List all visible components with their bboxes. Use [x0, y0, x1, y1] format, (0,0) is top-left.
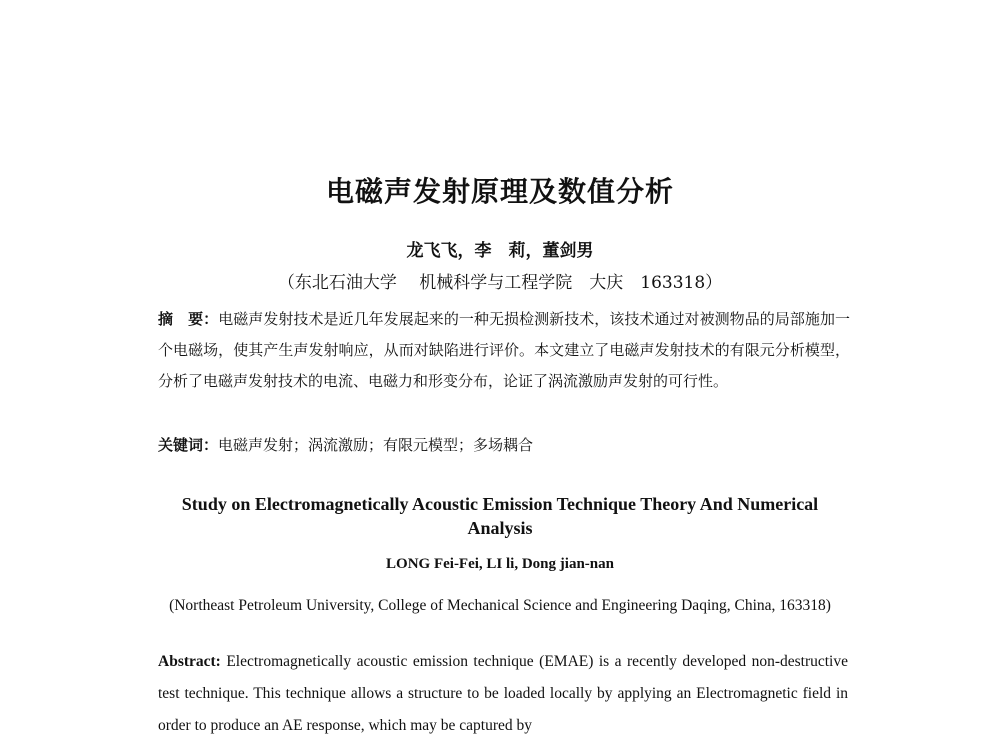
english-abstract-label: Abstract: [158, 653, 221, 670]
chinese-abstract-text: 电磁声发射技术是近几年发展起来的一种无损检测新技术，该技术通过对被测物品的局部施加一个电磁场，使其产生声发射响应，从而对缺陷进行评价。本文建立了电磁声发射技术的有限元分析模型，分析了电磁声发射技术的电流、电磁力和形变分布，论证了涡流激励声发射的可行性。 [158, 310, 850, 390]
chinese-keywords-text: 电磁声发射；涡流激励；有限元模型；多场耦合 [218, 436, 534, 454]
chinese-affiliation: （东北石油大学 机械科学与工程学院 大庆 163318） [277, 273, 723, 293]
english-abstract [158, 646, 848, 742]
chinese-abstract [158, 304, 850, 397]
chinese-title: 电磁声发射原理及数值分析 [325, 175, 674, 208]
english-title: Study on Electromagnetically Acoustic Emission Technique Theory And Numerical Analysis [181, 494, 819, 538]
english-authors: LONG Fei-Fei, LI li, Dong jian-nan [386, 556, 614, 572]
chinese-abstract-label: 摘 要： [158, 310, 219, 328]
chinese-authors: 龙飞飞，李 莉，董剑男 [406, 241, 594, 261]
chinese-keywords [158, 430, 850, 461]
english-affiliation: (Northeast Petroleum University, College of Mechanical Science and Engineering Daqing, China, 163318) [169, 597, 831, 614]
chinese-keywords-label: 关键词： [158, 436, 219, 454]
english-abstract-text: Electromagnetically acoustic emission technique (EMAE) is a recently developed non-destructive test technique. This technique allows a structure to be loaded locally by applying an Electromagnetic field in order to produce an AE response, which may be captured by [158, 653, 848, 734]
